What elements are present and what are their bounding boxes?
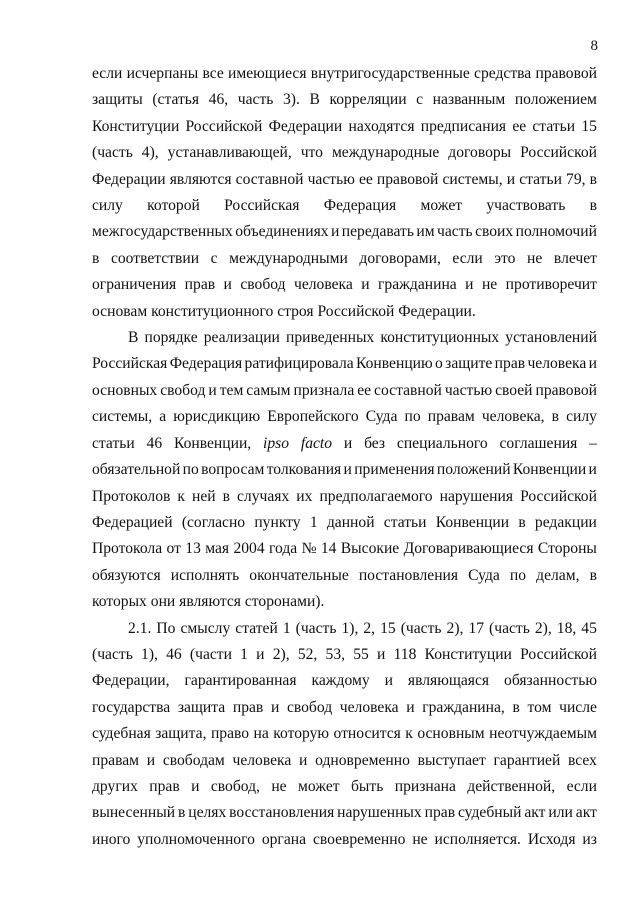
text-line: которых они являются сторонами). bbox=[92, 593, 325, 611]
text-line: силу которой Российская Федерация может участвовать в bbox=[92, 197, 597, 215]
text-line: иного уполномоченного органа своевременно не исполняется. Исходя из bbox=[92, 830, 597, 848]
text-line: Федерацией (согласно пункту 1 данной статьи Конвенции в редакции bbox=[92, 513, 597, 531]
text-line: основных свобод и тем самым признала ее составной частью своей правовой bbox=[92, 381, 597, 399]
text-line: (часть 4), устанавливающей, что международные договоры Российской bbox=[92, 144, 597, 162]
text-line: судебная защита, право на которую относится к основным неотчуждаемым bbox=[92, 725, 597, 743]
body-text bbox=[92, 61, 597, 853]
text-line: Протокола от 13 мая 2004 года № 14 Высокие Договаривающиеся Стороны bbox=[92, 540, 597, 558]
text-line: обязательной по вопросам толкования и применения положений Конвенции и bbox=[92, 461, 597, 479]
text-line: Федерации являются составной частью ее правовой системы, и статьи 79, в bbox=[92, 170, 597, 188]
text-line: Российская Федерация ратифицировала Конвенцию о защите прав человека и bbox=[92, 355, 597, 373]
page-number: 8 bbox=[590, 38, 598, 54]
text-line: ограничения прав и свобод человека и гражданина и не противоречит bbox=[92, 276, 597, 294]
text-line: Конституции Российской Федерации находятся предписания ее статьи 15 bbox=[92, 117, 597, 135]
text-line: статьи 46 Конвенции, ipso facto и без специального соглашения – bbox=[92, 434, 597, 452]
text-line: в соответствии с международными договорами, если это не влечет bbox=[92, 249, 597, 267]
text-line: если исчерпаны все имеющиеся внутригосударственные средства правовой bbox=[92, 65, 597, 82]
text-line: других прав и свобод, не может быть признана действенной, если bbox=[92, 777, 597, 795]
text-line: В порядке реализации приведенных конституционных установлений bbox=[128, 329, 597, 347]
text-line: обязуются исполнять окончательные постановления Суда по делам, в bbox=[92, 566, 597, 584]
text-line: основам конституционного строя Российской Федерации. bbox=[92, 302, 476, 320]
text-line: (часть 1), 46 (части 1 и 2), 52, 53, 55 и 118 Конституции Российской bbox=[92, 645, 597, 663]
text-line: государства защита прав и свобод человека и гражданина, в том числе bbox=[92, 698, 597, 716]
text-line: вынесенный в целях восстановления нарушенных прав судебный акт или акт bbox=[92, 804, 597, 822]
text-line: защиты (статья 46, часть 3). В корреляции с названным положением bbox=[92, 91, 597, 109]
text-line: Протоколов к ней в случаях их предполагаемого нарушения Российской bbox=[92, 487, 597, 505]
text-line: 2.1. По смыслу статей 1 (часть 1), 2, 15 (часть 2), 17 (часть 2), 18, 45 bbox=[128, 619, 597, 637]
text-line: межгосударственных объединениях и передавать им часть своих полномочий bbox=[92, 223, 597, 241]
text-line: правам и свободам человека и одновременно выступает гарантией всех bbox=[92, 751, 597, 769]
text-line: Федерации, гарантированная каждому и являющаяся обязанностью bbox=[92, 672, 597, 690]
text-line: системы, а юрисдикцию Европейского Суда по правам человека, в силу bbox=[92, 408, 597, 426]
